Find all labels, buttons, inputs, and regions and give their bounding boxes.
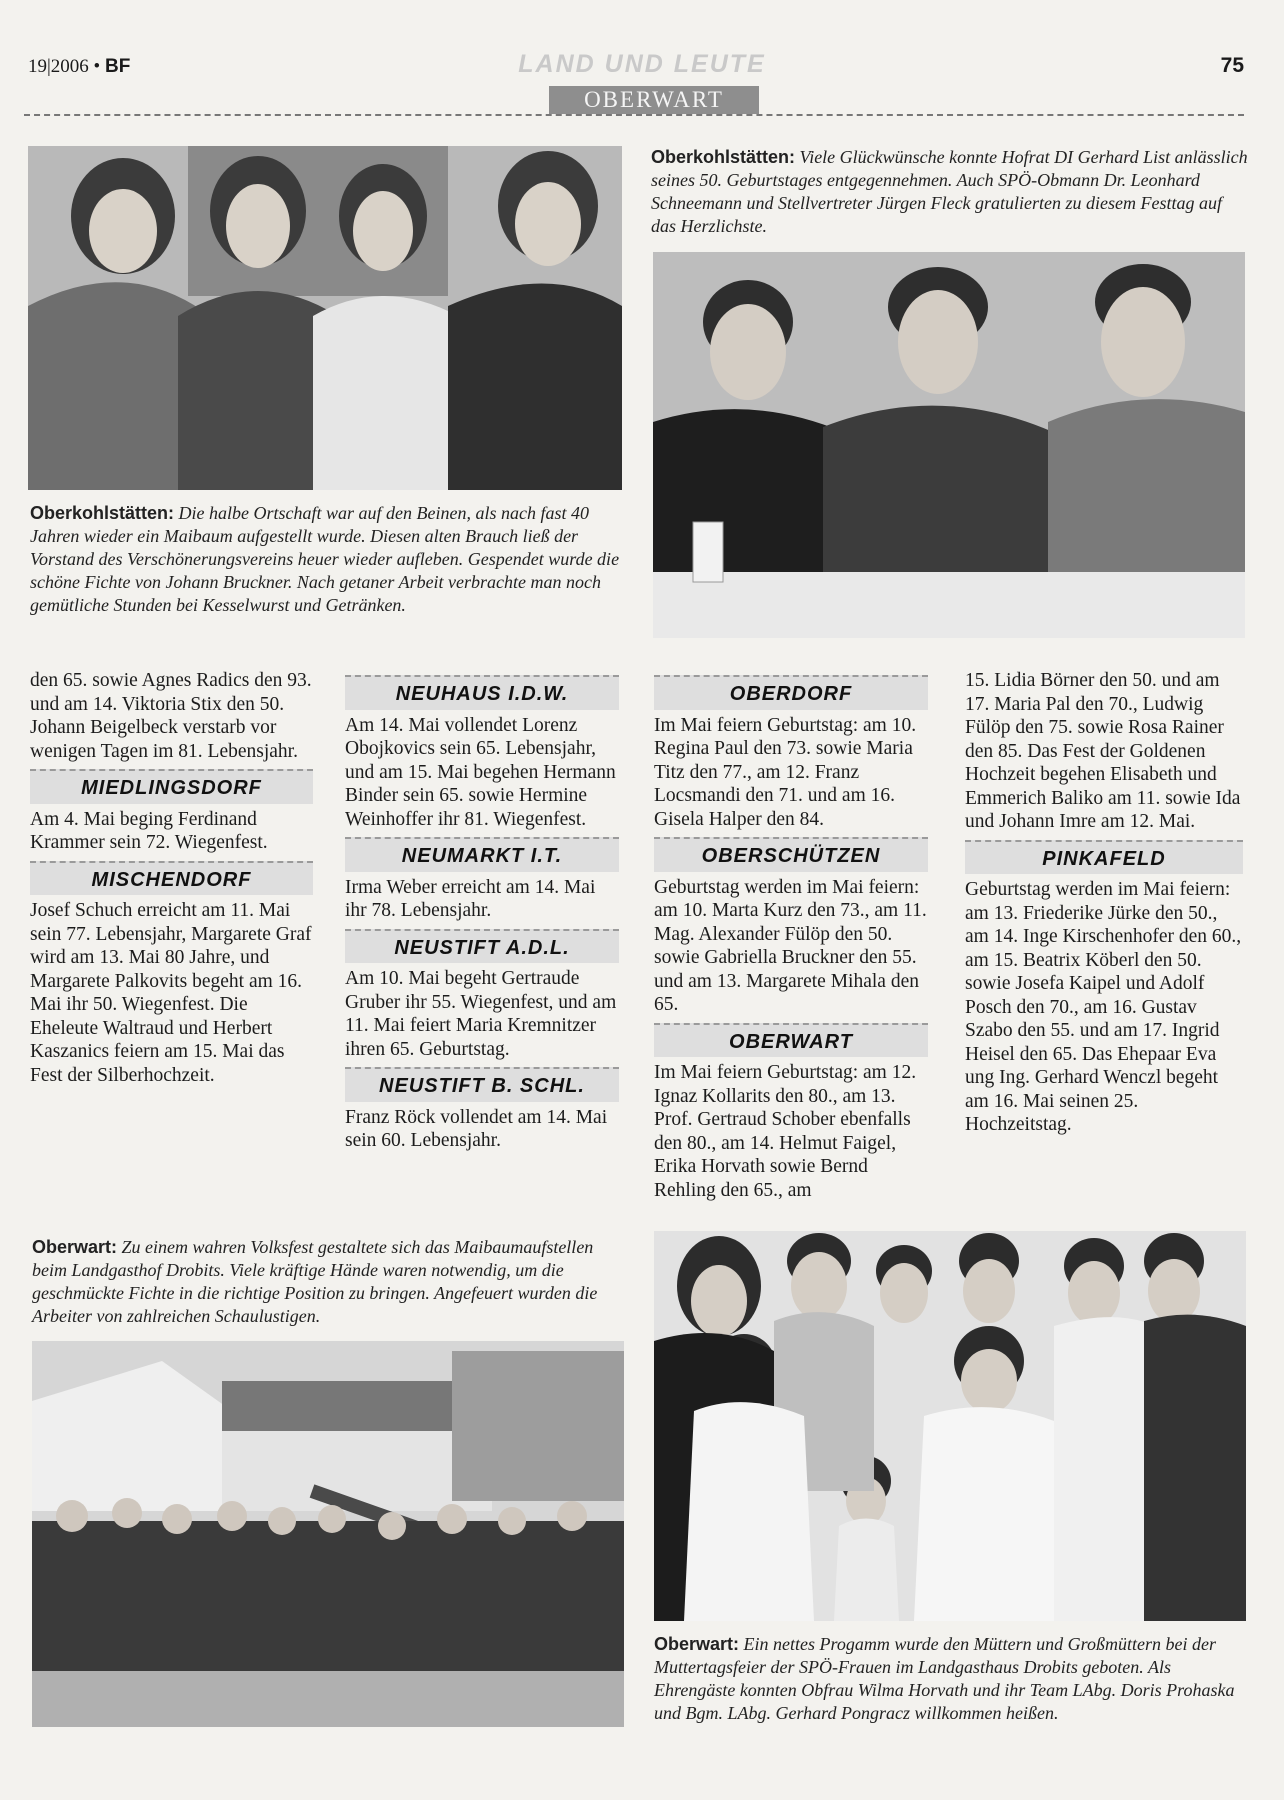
section-text-neumarkt: Irma Weber erreicht am 14. Mai ihr 78. Lebensjahr. (345, 876, 596, 921)
caption-oberwart-maibaum (32, 1236, 627, 1328)
magazine-name: BF (104, 56, 131, 77)
page-number: 75 (1220, 54, 1244, 77)
caption-text: Ein nettes Progamm wurde den Müttern und Großmüttern bei der Muttertagsfeier der SPÖ-Frauen im Landgasthaus Drobits geboten. Als Ehrengäste konnten Obfrau Wilma Horvath und ihr Team LAbg. Doris Prohaska und Bgm. LAbg. Gerhard Pongracz willkommen heißen. (654, 1634, 1235, 1723)
caption-oberkohlstaetten-list (651, 146, 1251, 238)
caption-location: Oberkohlstätten: (651, 147, 796, 167)
section-text-neuhaus: Am 14. Mai vollendet Lorenz Obojkovics sein 65. Lebensjahr, und am 15. Mai begehen Hermann Binder sein 65. sowie Hermine Weinhoffer ihr 81. Wiegenfest. (345, 714, 616, 830)
caption-location: Oberwart: (654, 1634, 740, 1654)
column-1-intro: den 65. sowie Agnes Radics den 93. und am 14. Viktoria Stix den 50. Johann Beigelbeck verstarb vor wenigen Tagen im 81. Lebensjahr. (30, 670, 312, 762)
photo-women-group-image (28, 146, 622, 490)
caption-text: Die halbe Ortschaft war auf den Beinen, als nach fast 40 Jahren wieder ein Maibaum aufgestellt wurde. Diesen alten Brauch ließ der Vorstand des Verschönerungsvereins heuer wieder aufleben. Gespendet wurde die schöne Fichte von Johann Bruckner. Nach getaner Arbeit verbrachte man noch gemütliche Stunden bei Kesselwurst und Getränken. (30, 503, 620, 615)
section-heading-oberschuetzen: OBERSCHÜTZEN (654, 837, 928, 872)
photo-mothers-day (654, 1231, 1246, 1621)
photo-women-group (28, 146, 622, 490)
photo-men-table-image (653, 252, 1245, 638)
header-bar (24, 86, 1244, 116)
region-label: OBERWART (549, 86, 759, 114)
caption-text: Zu einem wahren Volksfest gestaltete sich das Maibaumaufstellen beim Landgasthof Drobits. Viele kräftige Hände waren notwendig, um die geschmückte Fichte in die richtige Position zu bringen. Angefeuert wurden die Arbeiter von zahlreichen Schaulustigen. (32, 1237, 598, 1326)
section-text-pinkafeld: Geburtstag werden im Mai feiern: am 13. Friederike Jürke den 50., am 14. Inge Kirschenhofer den 60., am 15. Beatrix Köberl den 50. sowie Josefa Kaipel und Adolf Posch den 70., am 16. Gustav Szabo den 55. und am 17. Ingrid Heisel den 65. Das Ehepaar Eva ung Ing. Gerhard Wenczl begeht am 16. Mai seinen 25. Hochzeitstag. (965, 879, 1242, 1135)
issue-number: 19|2006 • (28, 56, 101, 77)
column-4-intro: 15. Lidia Börner den 50. und am 17. Maria Pal den 70., Ludwig Fülöp den 75. sowie Rosa Rainer den 85. Das Fest der Goldenen Hochzeit begehen Elisabeth und Emmerich Baliko am 11. sowie Ida und Johann Imre am 12. Mai. (965, 670, 1241, 832)
section-heading-neustift-adl: NEUSTIFT A.D.L. (345, 929, 619, 964)
caption-location: Oberkohlstätten: (30, 503, 175, 523)
column-1 (30, 669, 313, 1087)
caption-oberwart-muttertag (654, 1633, 1249, 1725)
section-heading-neuhaus: NEUHAUS I.D.W. (345, 675, 619, 710)
photo-maypole-crowd-image (32, 1341, 624, 1727)
section-title: LAND UND LEUTE (518, 50, 766, 78)
section-heading-neustift-bschl: NEUSTIFT B. SCHL. (345, 1067, 619, 1102)
section-heading-mischendorf: MISCHENDORF (30, 861, 313, 896)
section-heading-oberwart: OBERWART (654, 1023, 928, 1058)
column-2 (345, 669, 619, 1153)
section-text-neustift-adl: Am 10. Mai begeht Gertraude Gruber ihr 55. Wiegenfest, und am 11. Mai feiert Maria Kremnitzer ihren 65. Geburtstag. (345, 968, 617, 1060)
section-text-oberdorf: Im Mai feiern Geburtstag: am 10. Regina Paul den 73. sowie Maria Titz den 77., am 12. Franz Locsmandi den 71. und am 16. Gisela Halper den 84. (654, 714, 917, 830)
column-3 (654, 669, 928, 1202)
section-heading-oberdorf: OBERDORF (654, 675, 928, 710)
section-heading-miedlingsdorf: MIEDLINGSDORF (30, 769, 313, 804)
caption-location: Oberwart: (32, 1237, 118, 1257)
section-text-neustift-bschl: Franz Röck vollendet am 14. Mai sein 60. Lebensjahr. (345, 1106, 608, 1151)
caption-oberkohlstaetten-maibaum (30, 502, 625, 617)
section-heading-pinkafeld: PINKAFELD (965, 840, 1243, 875)
section-heading-neumarkt: NEUMARKT I.T. (345, 837, 619, 872)
section-text-oberschuetzen: Geburtstag werden im Mai feiern: am 10. Marta Kurz den 73., am 11. Mag. Alexander Fülöp den 50. sowie Gabriella Bruckner den 55. und am 13. Margarete Mihala den 65. (654, 876, 927, 1015)
section-text-miedlingsdorf: Am 4. Mai beging Ferdinand Krammer sein 72. Wiegenfest. (30, 808, 268, 853)
photo-maypole-crowd (32, 1341, 624, 1727)
photo-men-table (653, 252, 1245, 638)
section-text-mischendorf: Josef Schuch erreicht am 11. Mai sein 77. Lebensjahr, Margarete Graf wird am 13. Mai 80 Jahre, und Margarete Palkovits begeht am 16. Mai ihr 50. Wiegenfest. Die Eheleute Waltraud und Herbert Kaszanics feiern am 15. Mai das Fest der Silberhochzeit. (30, 900, 312, 1086)
caption-text: Viele Glückwünsche konnte Hofrat DI Gerhard List anlässlich seines 50. Geburtstages entgegennehmen. Auch SPÖ-Obmann Dr. Leonhard Schneemann und Stellvertreter Jürgen Fleck gratulierten zu diesem Festtag auf das Herzlichste. (651, 147, 1248, 236)
section-text-oberwart: Im Mai feiern Geburtstag: am 12. Ignaz Kollarits den 80., am 13. Prof. Gertraud Schober ebenfalls den 80., am 14. Helmut Faigel, Erika Horvath sowie Bernd Rehling den 65., am (654, 1062, 917, 1201)
column-4 (965, 669, 1243, 1137)
photo-mothers-day-image (654, 1231, 1246, 1621)
